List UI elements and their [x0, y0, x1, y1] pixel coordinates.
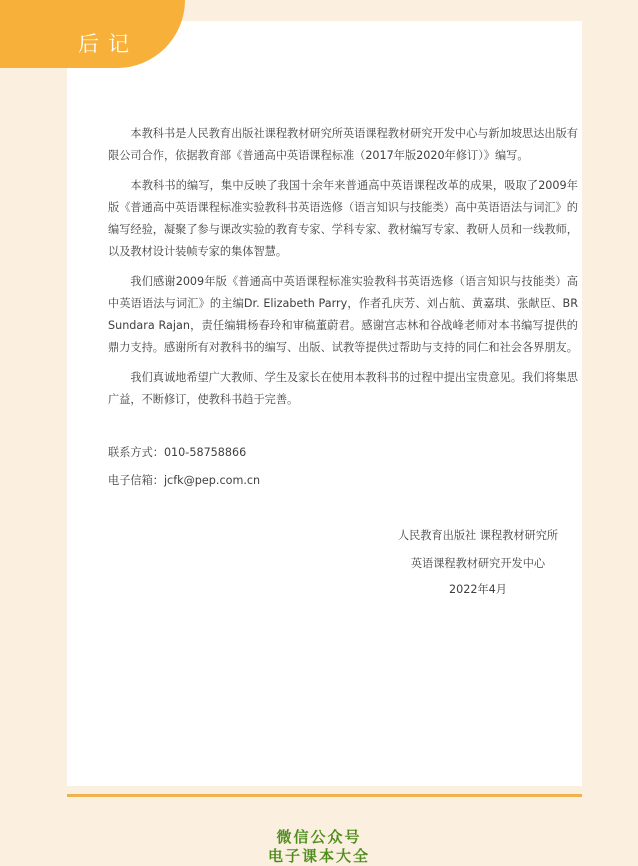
bottom-rule [67, 794, 582, 797]
paragraph-4: 我们真诚地希望广大教师、学生及家长在使用本教科书的过程中提出宝贵意见。我们将集思广益，不断修订，使教科书趋于完善。 [108, 371, 578, 406]
paragraph-2: 本教科书的编写，集中反映了我国十余年来普通高中英语课程改革的成果，吸取了2009年版《普通高中英语课程标准实验教科书英语选修（语言知识与技能类）高中英语语法与词汇》的编写经验，凝聚了参与课改实验的教育专家、学科专家、教材编写专家、教研人员和一线教师，以及教材设计装帧专家的集体智慧。 [108, 179, 578, 258]
contact-phone: 联系方式：010-58758866 [108, 446, 247, 459]
afterword-body [108, 123, 578, 419]
signature-org-2: 英语课程教材研究开发中心 [410, 557, 546, 570]
page-title: 后记 [78, 32, 138, 56]
signature-date: 2022年4月 [449, 583, 507, 596]
watermark-line-1: 微信公众号 [276, 828, 362, 846]
signature-org-1: 人民教育出版社 课程教材研究所 [397, 529, 559, 542]
paragraph-1: 本教科书是人民教育出版社课程教材研究所英语课程教材研究开发中心与新加坡思达出版有限公司合作，依据教育部《普通高中英语课程标准（2017年版2020年修订）》编写。 [108, 127, 578, 162]
contact-email: 电子信箱：jcfk@pep.com.cn [108, 474, 261, 487]
watermark-line-2: 电子课本大全 [267, 847, 370, 865]
paragraph-3: 我们感谢2009年版《普通高中英语课程标准实验教科书英语选修（语言知识与技能类）高中英语语法与词汇》的主编Dr. Elizabeth Parry，作者孔庆芳、刘占航、黄嘉琪、张献臣、BR Sundara Rajan，责任编辑杨春玲和审稿董蔚君。感谢宫志林和谷战峰老师对本书编写提供的鼎力支持。感谢所有对教科书的编写、出版、试教等提供过帮助与支持的同仁和社会各界朋友。 [108, 275, 578, 354]
